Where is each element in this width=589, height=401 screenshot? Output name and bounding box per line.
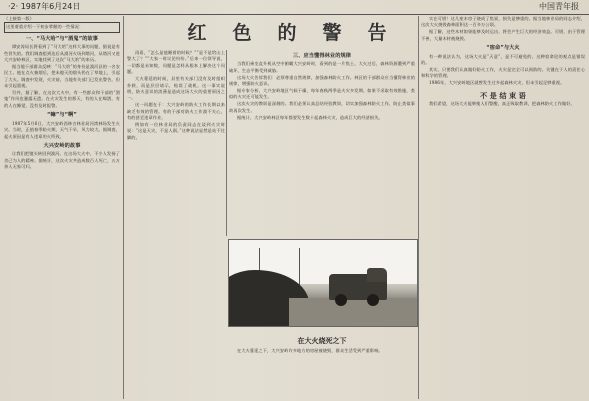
- paragraph: 这次火灾的教训是深刻的。我们必须认真总结经验教训，切实加强森林防火工作，防止类似事故再次发生。: [229, 101, 415, 113]
- column-divider: [226, 50, 227, 236]
- paragraph: 据了解，这些木材如果能够及时运出，将会产生巨大的经济效益。可惜，由于管理不善，大量木材被烧毁。: [421, 29, 585, 41]
- intro-box: [4, 22, 120, 32]
- paragraph: 当我们乘坐直升机从空中俯瞰大兴安岭时，看到的是一片焦土。大火过后，森林资源遭到严重破坏，生态平衡受到威胁。: [229, 61, 415, 73]
- paragraph: 据统计，大兴安岭林区每年都要发生数十起森林火灾，造成巨大的经济损失。: [237, 114, 383, 120]
- title-char: 的: [277, 22, 323, 44]
- column-3: [229, 50, 415, 236]
- paragraph: 例如有一位林业局的负责同志在谈到火灾时说：“这是天灾，不是人祸。”这种说法显然是站不住脚的。: [127, 121, 225, 140]
- column-4: [421, 16, 585, 399]
- column-divider: [418, 16, 419, 399]
- paragraph: 有一种说法认为，这场大火是“天意”，是不可避免的。这种宿命论的观点是错误的。: [421, 53, 585, 65]
- title-char: 色: [232, 22, 278, 44]
- column-2: [127, 50, 225, 399]
- paragraph: 实在可惜！这几座木房子烧成了焦炭，损失是惨重的。据当地林业局的同志介绍，这次大火烧毁森林面积达一百多万公顷。: [421, 16, 585, 28]
- photo-caption: 在大火烧死之下: [297, 336, 347, 345]
- title-char: 红: [187, 22, 233, 44]
- section-heading: “嘛”与“啊”: [47, 112, 77, 119]
- photo-caption-text: [229, 348, 415, 398]
- paragraph: 再看，“怎么是他睡着的时候？”“是不是给山上警大了？”“大家一时议论纷纷。”后来一位领导说，一切都是未知数，问题是怎样从根本上解决这个问题。: [127, 50, 225, 75]
- photo-pole: [299, 248, 300, 288]
- section-heading: “宿命”与大火: [486, 45, 520, 52]
- intro-text: 这里着重介绍一下初步掌握的一些情况：: [6, 24, 84, 30]
- column-divider: [123, 16, 124, 399]
- main-title: [185, 18, 415, 45]
- section-heading: 三、应当懂得林业的规律: [292, 53, 352, 59]
- paragraph: 这一问题在于：大兴安岭的防火工作长期以来缺乏有效的管理。有的干部对防火工作漠不关心，有的甚至违章作业。: [127, 102, 225, 121]
- paragraph: 据专家分析，大兴安岭地区气候干燥，每年春秋两季是火灾多发期。如果不采取有效措施，类似的火灾还可能发生。: [229, 88, 415, 100]
- paragraph: 让我们把镜头转回到漠河。在这场大火中，不少人发扬了舍己为人的精神。据统计，这次火灾共造成数百人死亡，五万余人无家可归。: [4, 151, 120, 170]
- title-char: 告: [367, 22, 413, 44]
- paragraph: 1987年5月6日，大兴安岭西林吉林业局河湾林场发生火灾。当时，正值春季防火期，天气干旱，风力较大。据调查，起火原因是有人违章用火所致。: [4, 120, 120, 139]
- paragraph: 大火蔓延的时候，县里有关部门没有及时组织扑救，而是层层请示，贻误了战机。这一事实说明，防火意识的淡薄是造成这场大火的重要原因之一。: [127, 76, 225, 101]
- paragraph: 这场大火告诉我们：必须尊重自然规律，加强森林防火工作。林区的干部群众应当懂得林业的规律，增强防火意识。: [229, 74, 415, 87]
- masthead: 中国青年报: [539, 2, 579, 11]
- paragraph: 其实，只要我们认真做好防火工作，火灾是完全可以预防的。关键在于人的责任心和科学的管理。: [421, 66, 585, 79]
- column-1: [4, 16, 120, 399]
- page-header: [0, 0, 589, 15]
- paragraph: 1986年，大兴安岭地区就曾发生过多起森林火灾，但未引起足够重视。: [429, 80, 565, 86]
- news-photo: [228, 239, 418, 327]
- section-heading: 不 是 结 束 语: [480, 91, 526, 100]
- paragraph: 谭安涛局长将看到了“马大哈”这样大事的问题，据说是有些冒失的。我们调查组到达后从漠河火场到塔河，从塔河又进大兴安岭林区，实地找到了这次“马大哈”的来历。: [4, 44, 120, 63]
- photo-wheel: [335, 294, 347, 306]
- continuation-note: （上接第一版）: [4, 16, 35, 21]
- section-heading: 大兴安岭的故事: [43, 142, 81, 149]
- section-heading: 一、“马大哈”与“酒鬼”的故事: [25, 35, 99, 42]
- paragraph: 另外，据了解，在这次大火中，有一些群众和干部的“酒鬼”作风也暴露无遗。在火灾发生的那天，有的人在喝酒，有的人在睡觉，没有及时报警。: [4, 90, 120, 108]
- paragraph: 我们希望，这场大火能够使人们警醒，真正吸取教训，把森林防火工作做好。: [429, 100, 575, 106]
- photo-road: [289, 298, 418, 327]
- photo-truck-cab: [367, 268, 387, 282]
- photo-wheel: [367, 294, 379, 306]
- paragraph: 据当地干部群众反映：“马大哈”的身份是漠河县的一名农民工。他在点火抽烟后，把未熄灭的烟头扔在了草地上，引起了大火。调查中发现，火灾前，当地有关部门已发出警告，但未引起重视。: [4, 63, 120, 89]
- title-char: 警: [322, 22, 368, 44]
- page-number-date: ·2· 1987年6月24日: [8, 2, 81, 11]
- paragraph: 在大火蔓延之下，大兴安岭许多地方的房屋被烧毁，群众生活受到严重影响。: [237, 348, 383, 353]
